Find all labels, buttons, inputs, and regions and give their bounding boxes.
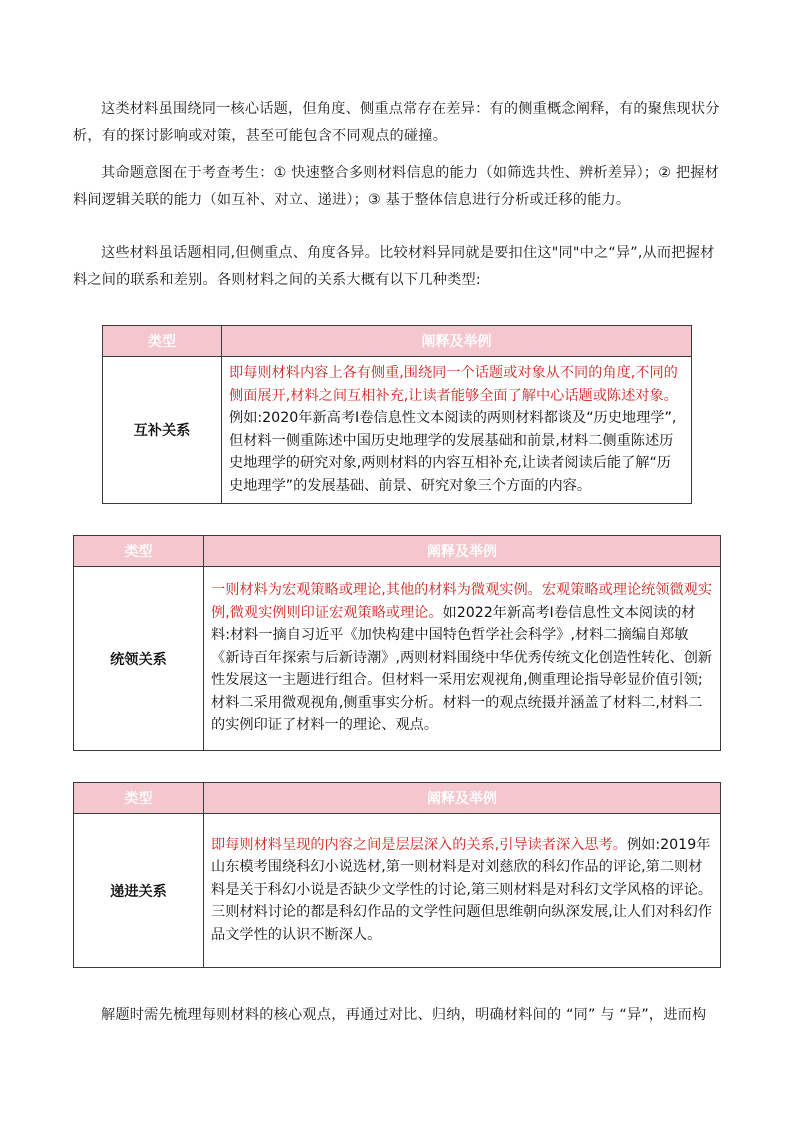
header-description: 阐释及举例 <box>204 536 721 567</box>
relation-description <box>204 567 721 751</box>
relation-description <box>204 814 721 968</box>
relation-table-governing <box>73 535 721 751</box>
relation-description <box>222 357 692 504</box>
description-highlight: 即每则材料呈现的内容之间是层层深入的关系,引导读者深入思考。 <box>211 836 627 853</box>
paragraph-relations: 这些材料虽话题相同,但侧重点、角度各异。比较材料异同就是要扣住这"同"中之“异”,从而把握材料之间的联系和差别。各则材料之间的关系大概有以下几种类型: <box>73 245 715 288</box>
paragraph-method: 解题时需先梳理每则材料的核心观点，再通过对比、归纳，明确材料间的 “同” 与 “异”，进而构 <box>101 1007 707 1023</box>
description-example: 如2022年新高考Ⅰ卷信息性文本阅读的材料:材料一摘自习近平《加快构建中国特色哲学社会科学》,材料二摘编自郑敏《新诗百年探索与后新诗潮》,两则材料围绕中华优秀传统文化创造性转化、创新性发展这一主题进行组合。但材料一采用宏观视角,侧重理论指导彰显价值引领;材料二采用微观视角,侧重事实分析。材料一的观点统摄并涵盖了材料二,材料二的实例印证了材料一的理论、观点。 <box>211 604 713 734</box>
description-highlight: 即每则材料内容上各有侧重,围绕同一个话题或对象从不同的角度,不同的侧面展开,材料之间互相补充,让读者能够全面了解中心话题或陈述对象。 <box>229 365 678 404</box>
relation-table-complementary <box>102 325 692 504</box>
description-example: 例如:2019年山东模考围绕科幻小说选材,第一则材料是对刘慈欣的科幻作品的评论,第二则材料是关于科幻小说是否缺少文学性的讨论,第三则材料是对科幻文学风格的评论。三则材料讨论的都是科幻作品的文学性问题但思维朝向纵深发展,让人们对科幻作品文学性的认识不断深人。 <box>211 836 713 943</box>
paragraph-intent: 其命题意图在于考查考生：① 快速整合多则材料信息的能力（如筛选共性、辨析差异）；② 把握材料间逻辑关联的能力（如互补、对立、递进）；③ 基于整体信息进行分析或迁移的能力。 <box>73 165 720 208</box>
header-type: 类型 <box>74 536 204 567</box>
header-type: 类型 <box>74 783 204 814</box>
paragraph-intro: 这类材料虽围绕同一核心话题，但角度、侧重点常存在差异：有的侧重概念阐释，有的聚焦现状分析，有的探讨影响或对策，甚至可能包含不同观点的碰撞。 <box>73 101 720 144</box>
description-highlight: 一则材料为宏观策略或理论,其他的材料为微观实例。宏观策略或理论统领微观实例,微观实例则印证宏观策略或理论。 <box>211 582 713 621</box>
relation-table-progressive <box>73 782 721 968</box>
relation-type: 统领关系 <box>74 567 204 751</box>
header-description: 阐释及举例 <box>222 326 692 357</box>
description-example: 例如:2020年新高考Ⅰ卷信息性文本阅读的两则材料都谈及“历史地理学”,但材料一侧重陈述中国历史地理学的发展基础和前景,材料二侧重陈述历史地理学的研究对象,两则材料的内容互相补充,让读者阅读后能了解“历史地理学”的发展基础、前景、研究对象三个方面的内容。 <box>229 410 677 494</box>
header-type: 类型 <box>103 326 222 357</box>
header-description: 阐释及举例 <box>204 783 721 814</box>
relation-type: 递进关系 <box>74 814 204 968</box>
relation-type: 互补关系 <box>103 357 222 504</box>
